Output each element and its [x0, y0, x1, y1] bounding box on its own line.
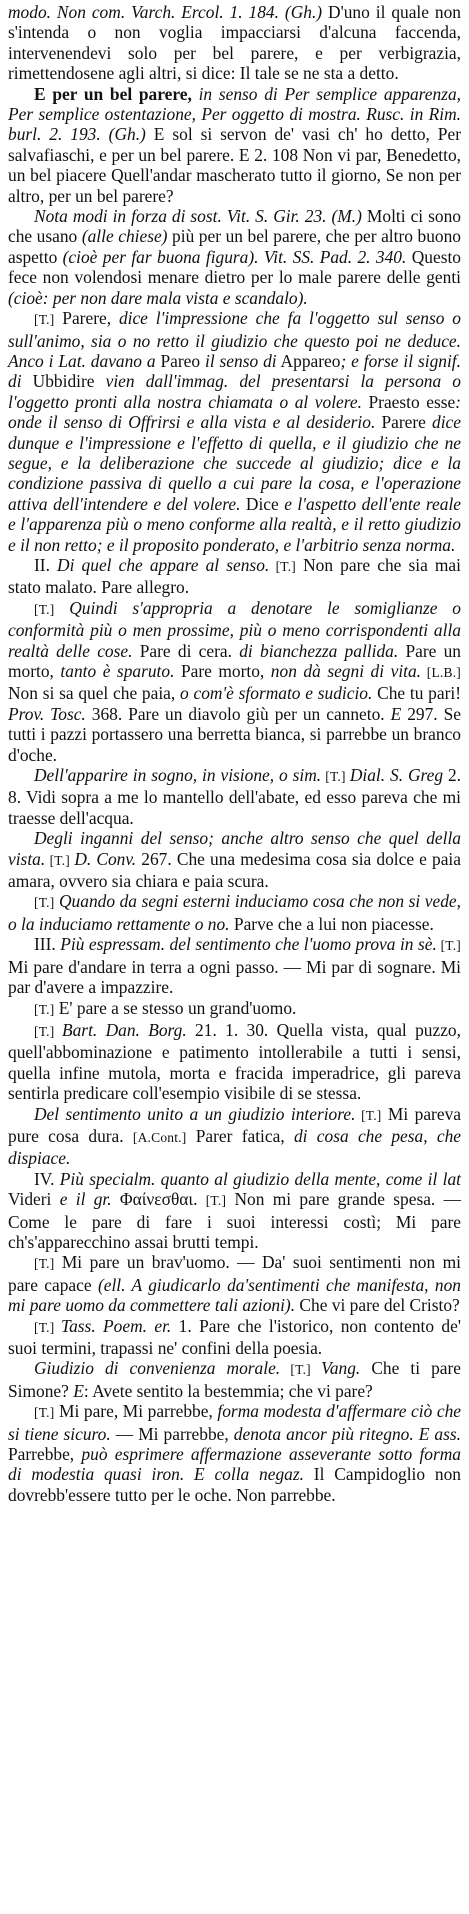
- source-tag: [T.]: [34, 1023, 62, 1039]
- text-run: Parere,: [54, 308, 119, 329]
- source-tag: [L.B.]: [421, 665, 461, 680]
- text-run: Parere: [375, 412, 433, 433]
- italic-run: (alle chiese): [81, 226, 168, 247]
- text-run: Molti ci sono che usano: [8, 206, 461, 247]
- italic-run: non dà segni di vita.: [270, 661, 422, 681]
- text-run: Questo fece non volendosi menare dietro per lo male parere delle genti: [8, 246, 461, 288]
- entry-paragraph: [8, 1316, 461, 1359]
- text-run: E sol si servon de' vasi ch' ho detto, Per salvafiaschi, e per un bel parere. E 2. 108 Non vi par, Benedetto, un bel piacere Quell'andar mascherato tutto il giorno, Se non per altro, per un bel parere?: [8, 124, 461, 206]
- italic-run: Di quel che appare al senso.: [57, 554, 270, 575]
- italic-run: Tass. Poem. er.: [61, 1315, 172, 1336]
- text-run: Che ti pare Simone?: [8, 1358, 462, 1401]
- italic-run: Degli inganni del senso; anche altro senso che quel della vista.: [8, 828, 461, 869]
- text-run: — Mi parrebbe,: [110, 1423, 234, 1444]
- italic-run: modo. Non com. Varch. Ercol. 1. 184. (Gh.): [8, 2, 323, 22]
- text-run: 2. 8. Vidi sopra a me lo mantello dell'abate, ed esso pareva che mi traesse dell'acqua.: [8, 765, 462, 828]
- text-run: Che tu pari!: [372, 683, 461, 704]
- source-tag: [A.Cont.]: [132, 1129, 187, 1145]
- italic-run: o com'è sformato e sudicio.: [180, 683, 373, 704]
- text-run: 297. Se tutti i pazzi portassero una berretta bianca, si parrebbe un branco d'oche.: [8, 703, 461, 765]
- text-run: E' pare a se stesso un grand'uomo.: [54, 997, 297, 1018]
- italic-run: Dial. S. Greg: [349, 765, 444, 786]
- entry-paragraph: [8, 84, 461, 206]
- text-run: Videri: [8, 1189, 60, 1210]
- entry-paragraph: [8, 891, 461, 934]
- italic-run: (cioè per far buona figura). Vit. SS. Pad. 2. 340.: [62, 246, 407, 267]
- text-run: Parve che a lui non piacesse.: [229, 913, 434, 934]
- italic-run: : onde il senso di Offrirsi e alla vista e al desiderio.: [8, 391, 461, 433]
- text-run: più per un bel parere, che per altro buono aspetto: [8, 226, 461, 267]
- text-run: Mi pare un brav'uomo. — Da' suoi sentimenti non mi pare capace: [8, 1252, 461, 1295]
- text-run: Parrebbe,: [8, 1444, 82, 1465]
- entry-paragraph: [8, 308, 461, 555]
- italic-run: D. Conv.: [74, 848, 137, 869]
- italic-run: E: [73, 1380, 84, 1401]
- italic-run: forma modesta d'affermare ciò che si tiene sicuro.: [8, 1401, 462, 1444]
- text-run: Dice: [240, 493, 285, 514]
- text-run: Non pare che sia mai stato malato. Pare allegro.: [8, 554, 461, 598]
- text-run: Praesto esse: [361, 391, 456, 412]
- text-run: Parer fatica,: [186, 1125, 294, 1146]
- entry-paragraph: [8, 765, 461, 828]
- italic-run: Bart. Dan. Borg.: [61, 1019, 187, 1040]
- entry-paragraph: [8, 1401, 461, 1505]
- text-run: 1. Pare che l'istorico, non contento de' suoi termini, trapassi ne' confini della poesia.: [8, 1315, 461, 1358]
- text-run: : Avete sentito la bestemmia; che vi pare?: [83, 1380, 373, 1401]
- text-run: Non mi pare grande spesa. — Come le pare di fare i suoi interessi costì; Mi pare ch's'apparecchino assai brutti tempi.: [8, 1189, 461, 1252]
- source-tag: [T.]: [436, 938, 461, 954]
- text-run: Mi pare d'andare in terra a ogni passo. — Mi par di sognare. Mi par d'avere a impazzire.: [8, 956, 461, 998]
- text-run: Mi pareva pure cosa dura.: [8, 1103, 461, 1146]
- entry-paragraph: [8, 828, 461, 891]
- text-run: Il Campidoglio non dovrebb'essere tutto per le oche. Non parrebbe.: [8, 1464, 461, 1505]
- text-run: Pare un morto,: [8, 640, 461, 681]
- italic-run: dice dunque e l'impressione e l'effetto di quella, e il giudizio che ne segue, e la deliberazione che succede al giudizio; dice e la condizione passiva di quello a cui pare la cosa, e l'operazione attiva dell'intendere e del volere.: [8, 412, 461, 514]
- entry-paragraph: [8, 206, 461, 308]
- text-run: Che vi pare del Cristo?: [295, 1295, 460, 1316]
- text-run: Φαίνεσθαι.: [111, 1189, 206, 1210]
- entry-paragraph: [8, 1252, 461, 1315]
- italic-run: Nota modi in forza di sost. Vit. S. Gir. 23. (M.): [34, 206, 362, 227]
- source-tag: [T.]: [34, 1256, 55, 1272]
- italic-run: Più specialm. quanto al giudizio della mente, come il lat: [59, 1168, 461, 1189]
- italic-run: il senso di: [204, 350, 277, 371]
- text-run: 21. 1. 30. Quella vista, qual puzzo, quell'abbominazione e patimento intollerabile a tutti i sensi, quella infine mutola, morta e fracida imperadrice, gli pareva sentirla predicare coll'esempio visibile di se stessa.: [8, 1019, 461, 1104]
- entry-text-body: [8, 2, 461, 1505]
- bold-phrase: E per un bel parere,: [34, 83, 192, 104]
- italic-run: (cioè: per non dare mala vista e scandalo).: [8, 287, 308, 308]
- entry-paragraph: [8, 998, 461, 1020]
- italic-run: e l'aspetto dell'ente reale e l'apparenza più o meno conforme alla realtà, e il retto giudizio e il non retto; e il proposito ponderato, e l'arbitrio senza norma.: [8, 493, 461, 555]
- source-tag: [T.]: [280, 1362, 322, 1378]
- italic-run: Giudizio di convenienza morale.: [34, 1358, 281, 1379]
- source-tag: [T.]: [269, 558, 296, 574]
- italic-run: Più espressam. del sentimento che l'uomo prova in sè.: [60, 934, 437, 955]
- text-run: 267. Che una medesima cosa sia dolce e paia amara, ovvero sia chiara e paia scura.: [8, 848, 461, 892]
- text-run: Pareo: [155, 350, 205, 371]
- entry-paragraph: [8, 1358, 461, 1401]
- source-tag: [T.]: [34, 895, 55, 911]
- italic-run: vien dall'immag. del presentarsi la persona o l'oggetto pronti alla nostra chiamata o al volere.: [8, 371, 461, 412]
- text-run: Ubbidire: [21, 371, 106, 392]
- italic-run: in senso di Per semplice apparenza, Per semplice ostentazione, Per oggetto di mostra. Rusc. in Rim. burl. 2. 193. (Gh.): [8, 83, 461, 145]
- source-tag: [T.]: [34, 1405, 55, 1421]
- text-run: II.: [34, 554, 58, 575]
- text-run: 368. Pare un diavolo giù per un canneto.: [85, 703, 391, 724]
- italic-run: Dell'apparire in sogno, in visione, o sim.: [34, 765, 322, 786]
- entry-paragraph: [8, 934, 461, 997]
- source-tag: [T.]: [34, 601, 55, 617]
- text-run: Pare morto,: [174, 661, 271, 681]
- text-run: Appareo: [276, 350, 341, 371]
- text-run: Mi pare, Mi parrebbe,: [54, 1401, 218, 1422]
- text-run: IV.: [34, 1168, 60, 1189]
- text-run: Pare di cera.: [132, 640, 240, 661]
- italic-run: tanto è sparuto.: [60, 661, 175, 681]
- text-run: III.: [34, 934, 61, 955]
- text-run: Non si sa quel che paia,: [8, 683, 181, 704]
- italic-run: di bianchezza pallida.: [239, 640, 399, 661]
- source-tag: [T.]: [321, 769, 350, 785]
- italic-run: denota ancor più ritegno. E ass.: [233, 1423, 461, 1444]
- italic-run: Del sentimento unito a un giudizio interiore.: [34, 1103, 356, 1124]
- entry-paragraph: [8, 598, 461, 765]
- italic-run: E: [390, 703, 402, 724]
- italic-run: Vang.: [321, 1358, 361, 1379]
- source-tag: [T.]: [34, 1319, 62, 1335]
- entry-paragraph: [8, 1169, 461, 1253]
- text-run: D'uno il quale non s'intenda o non voglia impacciarsi d'alcuna faccenda, intervenendevi solo per bel parere, e per verbigrazia, rimettendosene agli altri, si dice: Il tale se ne sta a detto.: [8, 2, 462, 84]
- source-tag: [T.]: [355, 1107, 382, 1123]
- italic-run: Quindi s'appropria a denotare le somiglianze o conformità più o men prossime, più o meno corrispondenti alla realtà delle cose.: [8, 597, 461, 661]
- italic-run: Quando da segni esterni induciamo cosa che non si vede, o la induciamo rettamente o no.: [8, 891, 461, 934]
- entry-paragraph: [8, 2, 461, 84]
- italic-run: di cosa che pesa, che dispiace.: [8, 1125, 461, 1169]
- source-tag: [T.]: [34, 312, 55, 328]
- italic-run: può esprimere affermazione asseverante sotto forma di modestia quasi iron. E colla negaz.: [8, 1444, 462, 1485]
- italic-run: (ell. A giudicarlo da'sentimenti che manifesta, non mi pare uomo da commettere tali azioni).: [8, 1274, 461, 1316]
- source-tag: [T.]: [45, 852, 75, 868]
- source-tag: [T.]: [34, 1001, 55, 1017]
- italic-run: dice l'impressione che fa l'oggetto sul senso o sull'animo, sia o no retto il giudizio che questo poi ne deduce. Anco i Lat. davano a: [8, 308, 461, 371]
- entry-paragraph: [8, 555, 461, 598]
- entry-paragraph: [8, 1020, 461, 1104]
- italic-run: Prov. Tosc.: [8, 703, 86, 724]
- italic-run: ; e forse il signif. di: [8, 350, 461, 392]
- source-tag: [T.]: [205, 1193, 227, 1209]
- entry-paragraph: [8, 1104, 461, 1169]
- italic-run: e il gr.: [59, 1189, 112, 1210]
